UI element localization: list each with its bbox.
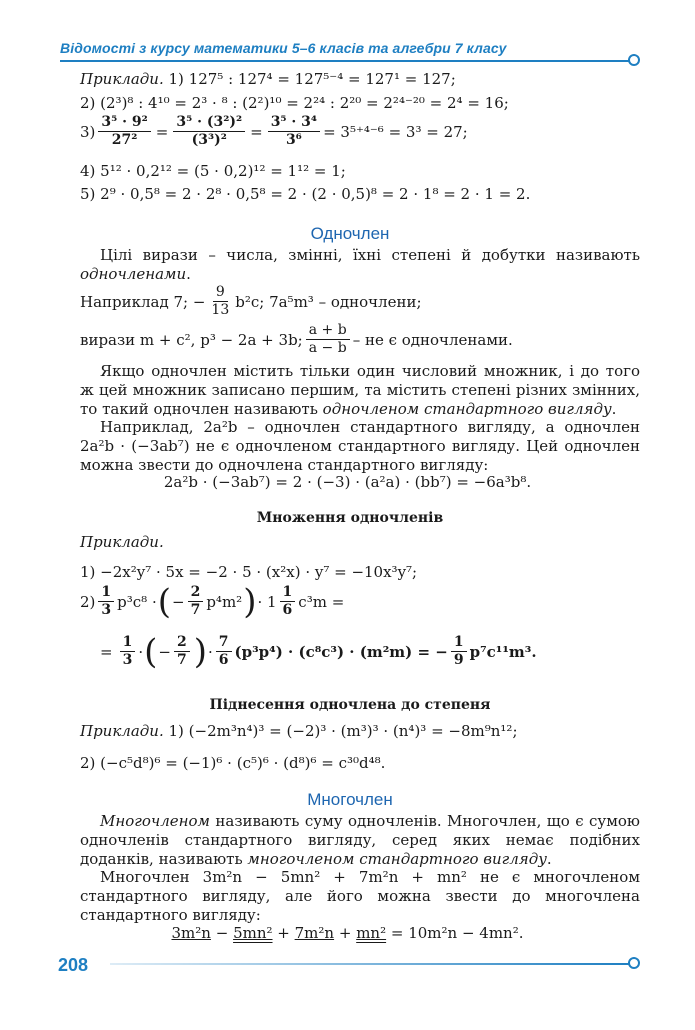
example-line-5: 5) 2⁹ · 0,5⁸ = 2 · 2⁸ · 0,5⁸ = 2 · (2 · 0,5)⁸ = 2 · 1⁸ = 2 · 1 = 2.: [80, 185, 531, 203]
minus-sign: −: [172, 592, 185, 611]
term-underlined: 3m²n: [171, 924, 211, 942]
fraction-denominator: 7: [190, 602, 201, 618]
fraction-denominator: a − b: [308, 340, 347, 356]
dot-sign: ·: [138, 642, 144, 661]
def-end: .: [186, 265, 191, 283]
fraction: [306, 322, 350, 357]
fraction-numerator: 3⁵ · 3⁴: [268, 114, 320, 132]
examples-lead: Приклади.: [80, 70, 164, 88]
monomial-nonexamples: [80, 322, 513, 357]
fraction-denominator: (3³)²: [191, 132, 227, 148]
example-line-1: [80, 70, 456, 88]
monomial-definition: [80, 246, 640, 284]
operator: −: [210, 924, 234, 942]
operator: +: [272, 924, 295, 942]
fraction-numerator: 9: [213, 284, 228, 302]
multiply-lead: [80, 533, 164, 551]
example-line-4: 4) 5¹² · 0,2¹² = (5 · 0,2)¹² = 1¹² = 1;: [80, 162, 346, 180]
multiply-l2-text-2: p⁴m²: [206, 592, 243, 611]
standard-form-definition: [80, 362, 640, 419]
fraction-denominator: 6: [282, 602, 293, 618]
fraction-denominator: 6: [218, 652, 229, 668]
fraction: [98, 584, 114, 619]
fraction-numerator: 3⁵ · (3²)²: [173, 114, 245, 132]
poly-def-end: .: [546, 850, 552, 868]
fraction: [451, 634, 467, 669]
power-l1-text: 1) (−2m³n⁴)³ = (−2)³ · (m³)³ · (n⁴)³ = −8m⁹n¹²;: [168, 722, 518, 740]
header-title: Відомості з курсу математики 5–6 класів та алгебри 7 класу: [60, 40, 507, 56]
fraction-numerator: a + b: [306, 322, 350, 340]
std-end: .: [611, 400, 617, 418]
page-number: 208: [58, 955, 89, 975]
nonex-text: вирази m + c², p³ − 2a + 3b;: [80, 330, 303, 349]
example-line-2: 2) (2³)⁸ : 4¹⁰ = 2³ · ⁸ : (2²)¹⁰ = 2²⁴ : 2²⁰ = 2²⁴⁻²⁰ = 2⁴ = 16;: [80, 94, 509, 112]
fraction-denominator: 3⁶: [285, 132, 302, 148]
multiply-l2-label: 2): [80, 592, 96, 611]
poly-term-2: многочленом стандартного вигляду: [247, 850, 547, 868]
multiply-l2-text-4: c³m =: [298, 592, 345, 611]
fraction-denominator: 3: [101, 602, 112, 618]
fraction: [208, 284, 232, 319]
term-double-underlined: 5mn²: [233, 924, 273, 942]
polynomial-formula: [0, 924, 695, 942]
fraction: [268, 114, 320, 149]
fraction-denominator: 9: [453, 652, 464, 668]
operator: +: [334, 924, 357, 942]
fraction: [216, 634, 232, 669]
fraction: [120, 634, 136, 669]
poly-def-text: називають суму одночленів. Многочлен, що є сумою одночленів стандартного вигляду, серед яких немає подібних доданків, називають: [80, 812, 640, 868]
fraction-numerator: 1: [451, 634, 467, 652]
multiply-lead-text: Приклади.: [80, 533, 164, 551]
polynomial-definition: [80, 812, 640, 869]
multiply-l2-text: p³c⁸ ·: [117, 592, 157, 611]
power-lead: Приклади.: [80, 722, 164, 740]
section-title-monomial: Одночлен: [310, 224, 390, 243]
fraction: [280, 584, 296, 619]
multiply-l3-text: (p³p⁴) · (c⁸c³) · (m²m) = −: [234, 642, 448, 661]
nonex-text-2: – не є одночленами.: [352, 330, 513, 349]
def-term: одночленами: [80, 265, 187, 283]
polynomial-example: Многочлен 3m²n − 5mn² + 7m²n + mn² не є многочленом стандартного вигляду, але його можна звести до многочлена стандартного вигляду:: [80, 868, 640, 924]
equals-sign: =: [100, 642, 113, 661]
example-1-text: 1) 127⁵ : 127⁴ = 127⁵⁻⁴ = 127¹ = 127;: [168, 70, 456, 88]
fraction-numerator: 2: [188, 584, 204, 602]
power-line-2: 2) (−c⁵d⁸)⁶ = (−1)⁶ · (c⁵)⁶ · (d⁸)⁶ = c³⁰d⁴⁸.: [80, 754, 386, 772]
example-3-tail: = 3⁵⁺⁴⁻⁶ = 3³ = 27;: [323, 122, 468, 141]
subsection-title-multiply: Множення одночленів: [256, 510, 444, 526]
multiply-line-3: = $\frac{1}{3}$ · ( − $\frac{2}{7}$ ) · $\frac{7}{6}$ (p³p⁴) · (c⁸c³) · (m²m) = − $\frac{1}{9}$ p⁷c¹¹m³.: [100, 631, 537, 672]
fraction-numerator: 2: [174, 634, 190, 652]
fraction: [173, 114, 245, 149]
standard-form-formula: 2a²b · (−3ab⁷) = 2 · (−3) · (a²a) · (bb⁷) = −6a³b⁸.: [163, 473, 532, 491]
fraction: [188, 584, 204, 619]
multiply-line-2: 2) $\frac{1}{3}$ p³c⁸ · ( − $\frac{2}{7}$ p⁴m² ) · 1 $\frac{1}{6}$ c³m =: [80, 581, 345, 622]
example-line-3: 3) $\frac{\text{3⁵ · 9²}}{\text{27²}}$ = $\frac{\text{3⁵ · (3²)²}}{\text{(3³)²}}$ = $\frac{\text{3⁵ · 3⁴}}{\text{3⁶}}$ = 3⁵⁺⁴⁻⁶ = 3³ = 27;: [80, 114, 468, 148]
term-underlined: 7m²n: [294, 924, 335, 942]
dot-sign: ·: [207, 642, 213, 661]
monomial-ex-text: Наприклад 7; −: [80, 292, 206, 311]
term-double-underlined: mn²: [356, 924, 387, 942]
section-title-polynomial: Многочлен: [307, 790, 393, 809]
fraction-numerator: 7: [216, 634, 232, 652]
footer-rule: [110, 963, 630, 965]
fraction: [174, 634, 190, 669]
multiply-l3-text-2: p⁷c¹¹m³.: [469, 642, 537, 661]
fraction-numerator: 1: [120, 634, 136, 652]
header-rule-dot: [628, 54, 640, 66]
running-header: [60, 38, 640, 57]
minus-sign: −: [158, 642, 171, 661]
fraction-numerator: 1: [280, 584, 296, 602]
example-3-label: 3): [80, 122, 96, 141]
footer-rule-dot: [628, 957, 640, 969]
fraction-denominator: 13: [211, 302, 230, 318]
standard-form-example: Наприклад, 2a²b – одночлен стандартного вигляду, а одночлен 2a²b · (−3ab⁷) не є одночленом стандартного вигляду. Цей одночлен можна звести до одночлена стандартного вигляду:: [80, 418, 640, 474]
monomial-examples: [80, 284, 422, 319]
def-text: Цілі вирази – числа, змінні, їхні степені й добутки називають: [100, 246, 640, 264]
subsection-title-power: Піднесення одночлена до степеня: [209, 697, 491, 713]
fraction: [98, 114, 150, 149]
fraction-denominator: 3: [122, 652, 133, 668]
std-term: одночленом стандартного вигляду: [322, 400, 612, 418]
header-rule: [60, 60, 630, 62]
formula-result: = 10m²n − 4mn².: [386, 924, 524, 942]
poly-term: Многочленом: [100, 812, 210, 830]
fraction-numerator: 3⁵ · 9²: [98, 114, 150, 132]
power-line-1: [80, 722, 518, 740]
fraction-denominator: 7: [176, 652, 187, 668]
multiply-line-1: 1) −2x²y⁷ · 5x = −2 · 5 · (x²x) · y⁷ = −10x³y⁷;: [80, 563, 418, 581]
std-text: Якщо одночлен містить тільки один числовий множник, і до того ж цей множник записано першим, та містить степені різних змінних, то такий одночлен називають: [80, 362, 640, 418]
fraction-denominator: 27²: [111, 132, 138, 148]
multiply-l2-text-3: · 1: [257, 592, 277, 611]
monomial-ex-text-2: b²c; 7a⁵m³ – одночлени;: [235, 292, 422, 311]
fraction-numerator: 1: [98, 584, 114, 602]
